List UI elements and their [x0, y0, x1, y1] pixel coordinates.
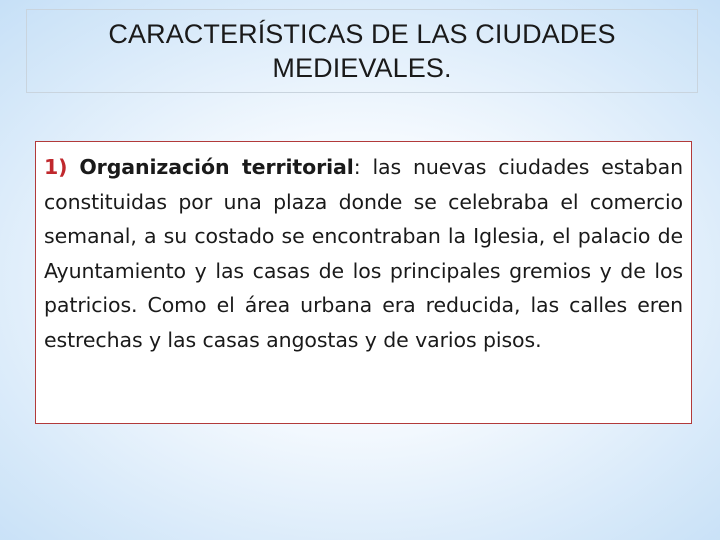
point-body: las nuevas ciudades estaban constituidas por una plaza donde se celebraba el comercio semanal, a su costado se encontraban la Iglesia, el palacio de Ayuntamiento y las casas de los principales gremios y de los patricios. Como el área urbana era reducida, las calles eren estrechas y las casas angostas y de varios pisos.: [44, 155, 683, 352]
point-separator: :: [353, 155, 361, 179]
title-box: [26, 9, 698, 93]
point-number: 1): [44, 155, 68, 179]
point-paragraph: [44, 150, 683, 357]
point-heading: Organización territorial: [79, 155, 354, 179]
content-box: [35, 141, 692, 424]
slide-title: CARACTERÍSTICAS DE LAS CIUDADES MEDIEVALES.: [108, 19, 616, 83]
